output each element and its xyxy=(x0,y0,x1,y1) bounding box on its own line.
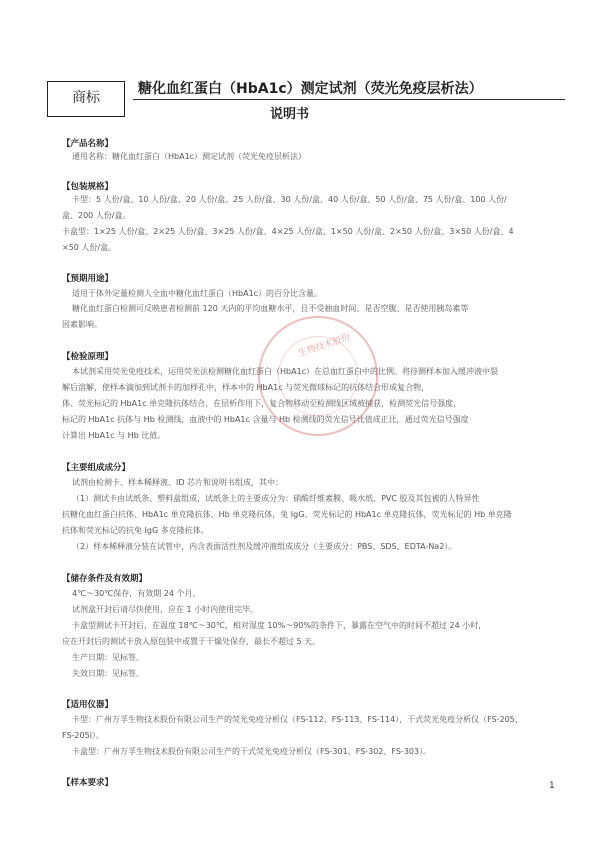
body-line: 卡型：5 人份/盒、10 人份/盒、20 人份/盒、25 人份/盒、30 人份/盒、40 人份/盒、50 人份/盒、75 人份/盒、100 人份/ xyxy=(72,195,507,204)
body-line: ×50 人份/盒。 xyxy=(62,243,117,252)
section-heading-components: 【主要组成成分】 xyxy=(62,463,131,473)
body-line: （2）样本稀释液分装在试管中，内含表面活性剂及缓冲液组成成分（主要成分：PBS、SDS、EDTA-Na2）。 xyxy=(72,542,457,551)
body-line: （1）测试卡由试纸条、塑料盒组成，试纸条上的主要成分为：硝酸纤维素膜、吸水纸、PVC 胶及其包被的人特异性 xyxy=(72,494,480,503)
body-line: 卡盒型：1×25 人份/盒、2×25 人份/盒、3×25 人份/盒、4×25 人份/盒、1×50 人份/盒、2×50 人份/盒、3×50 人份/盒、4 xyxy=(62,227,514,236)
section-heading-principle: 【检验原理】 xyxy=(62,352,114,362)
body-line: 卡盒型测试卡开封后，在温度 18℃～30℃，相对湿度 10%～90%的条件下，暴露在空气中的时间不超过 24 小时， xyxy=(72,621,487,630)
body-line: FS-205i）。 xyxy=(62,731,104,740)
body-line: 4℃～30℃保存，有效期 24 个月。 xyxy=(72,589,201,598)
section-heading-product-name: 【产品名称】 xyxy=(62,139,114,149)
body-line: 盒、200 人份/盒。 xyxy=(62,211,131,220)
body-line: 因素影响。 xyxy=(62,320,102,329)
section-heading-storage: 【储存条件及有效期】 xyxy=(62,574,148,584)
body-line: 糖化血红蛋白检测可反映患者检测前 120 天内的平均血糖水平，且不受抽血时间、是否空腹、是否使用胰岛素等 xyxy=(72,304,469,313)
body-line: 抗体和荧光标记的抗兔 IgG 多克隆抗体。 xyxy=(62,526,209,535)
document-title: 糖化血红蛋白（HbA1c）测定试剂（荧光免疫层析法） xyxy=(138,81,483,97)
company-seal-text: 生物技术股份 xyxy=(297,332,352,360)
document-subtitle: 说明书 xyxy=(270,107,310,122)
body-line: 生产日期：见标签。 xyxy=(72,653,144,662)
body-line: 失效日期：见标签。 xyxy=(72,669,144,678)
body-line: 试剂盒开封后请尽快使用，应在 1 小时内使用完毕。 xyxy=(72,605,259,614)
body-line: 体、荧光标记的 HbA1c 单克隆抗体结合，在层析作用下，复合物移动至检测线区域被捕获，检测荧光信号强度， xyxy=(62,399,462,408)
body-line: 试剂由检测卡、样本稀释液、ID 芯片和说明书组成，其中： xyxy=(72,478,284,487)
body-line: 应在开封后的测试卡放入原包装中或置于干燥处保存，最长不超过 5 天。 xyxy=(62,637,321,646)
body-line: 卡盒型：广州万孚生物技术股份有限公司生产的干式荧光免疫分析仪（FS-301、FS-302、FS-303）。 xyxy=(72,747,432,756)
page-number: 1 xyxy=(549,781,555,791)
section-heading-sample: 【样本要求】 xyxy=(62,778,114,788)
body-line: 计算出 HbA1c 与 Hb 比值。 xyxy=(62,431,166,440)
body-line: 通用名称：糖化血红蛋白（HbA1c）测定试剂（荧光免疫层析法） xyxy=(72,152,307,161)
trademark-box: 商标 xyxy=(47,81,125,117)
section-heading-instruments: 【适用仪器】 xyxy=(62,700,114,710)
body-line: 标记的 HbA1c 抗体与 Hb 检测线，血液中的 HbA1c 含量与 Hb 检测线的荧光信号比值成正比，通过荧光信号强度 xyxy=(62,415,469,424)
title-divider xyxy=(133,99,565,100)
body-line: 卡型：广州万孚生物技术股份有限公司生产的荧光免疫分析仪（FS-112、FS-113、FS-114），干式荧光免疫分析仪（FS-205、 xyxy=(72,715,523,724)
body-line: 本试剂采用荧光免疫技术，运用荧光法检测糖化血红蛋白（HbA1c）在总血红蛋白中的比例。将待测样本加入缓冲液中裂 xyxy=(72,367,499,376)
section-heading-intended-use: 【预期用途】 xyxy=(62,274,114,284)
body-line: 适用于体外定量检测人全血中糖化血红蛋白（HbA1c）的百分比含量。 xyxy=(72,289,323,298)
body-line: 解后溶解，使样本滴加到试剂卡的加样孔中，样本中的 HbA1c 与荧光微球标记的抗体结合形成复合物， xyxy=(62,383,430,392)
section-heading-package: 【包装规格】 xyxy=(62,182,114,192)
body-line: 抗糖化血红蛋白抗体、HbA1c 单克隆抗体、Hb 单克隆抗体，兔 IgG、荧光标记的 HbA1c 单克隆抗体，荧光标记的 Hb 单克隆 xyxy=(62,510,512,519)
